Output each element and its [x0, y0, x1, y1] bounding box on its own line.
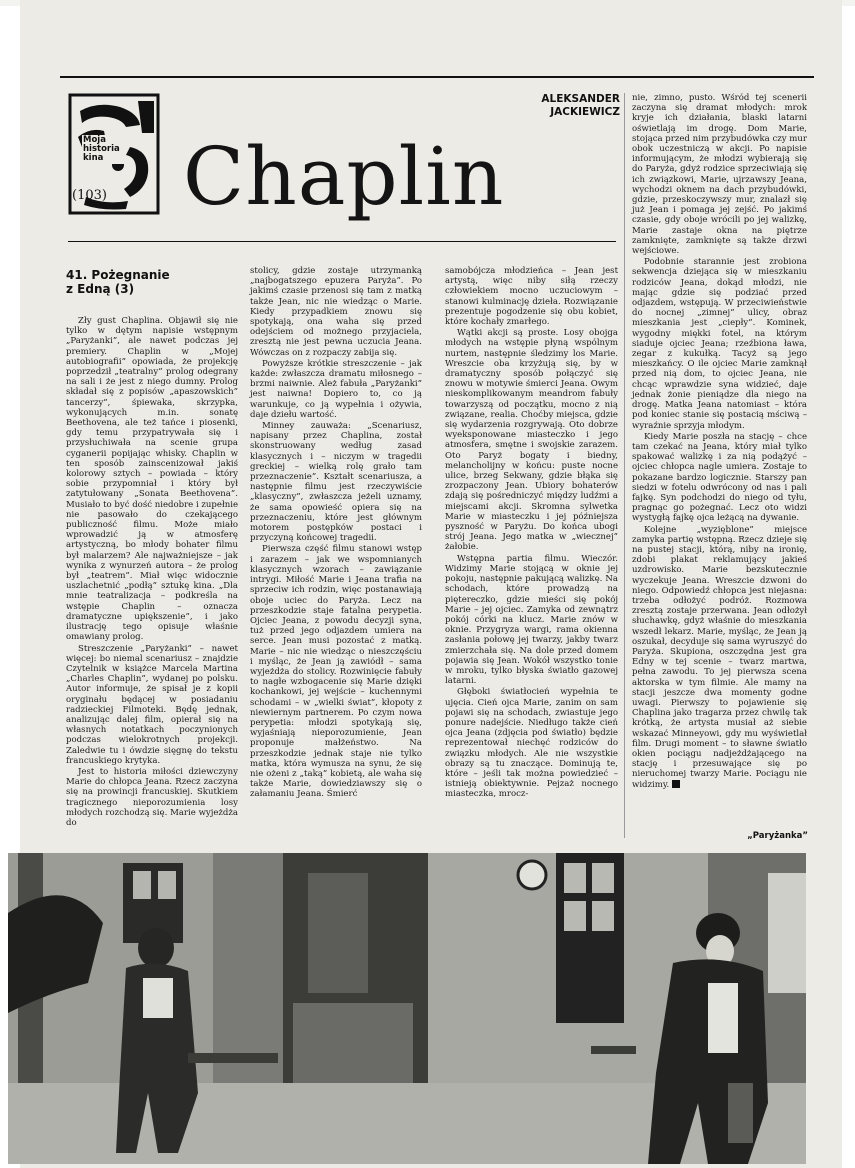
paragraph: Streszczenie „Paryżanki” – nawet więcej: bo niemal scenariusz – znajdzie Czytelnik w książce Marcela Martina „Charles Chaplin”, wydanej po polsku. Autor informuje, że spisał je z kopii oryginału będącej w posiadaniu radzieckiej Filmoteki. Będę jednak, analizując dalej film, opierał się na własnych notatkach poczynionych podczas wielokrotnych projekcji. Zaledwie tu i ówdzie sięgnę do tekstu francuskiego krytyka.: [66, 643, 238, 766]
logo-word-3: kina: [83, 153, 104, 163]
paragraph: Pierwsza część filmu stanowi wstęp i zarazem – jak we wspomnianych klasycznych wzorach – zawiązanie intrygi. Miłość Marie i Jeana trafia na sprzeciw ich rodzin, więc postanawiają oboje uciec do Paryża. Lecz na przeszkodzie staje fatalna perypetia. Ojciec Jeana, z powodu decyzji syna, tuż przed jego odjazdem umiera na serce. Jean musi pozostać z matką. Marie – nic nie wiedząc o nieszczęściu i myśląc, że Jean ją zawiódł – sama wyjeżdża do stolicy. Rozwinięcie fabuły to nagłe wzbogacenie się Marie dzięki kochankowi, jej wejście – kuchennymi schodami – w „wielki świat”, kłopoty z niewiernym partnerem. Po czym nowa perypetia: młodzi spotykają się, wyjaśniają nieporozumienie, Jean proponuje małżeństwo. Na przeszkodzie jednak staje nie tylko matka, która wymusza na synu, że się nie ożeni z „taką” kobietą, ale waha się także Marie, dowiedziawszy się o załamaniu Jeana. Śmierć: [250, 544, 422, 800]
paragraph: stolicy, gdzie zostaje utrzymanką „najbogatszego epuzera Paryża”. Po jakimś czasie przenosi się tam z matką także Jean, nic nie wiedząc o Marie. Kiedy przypadkiem znowu się spotykają, ona waha się przed odejściem od możnego przyjaciela, zresztą nie jest pewna uczucia Jeana. Wówczas on z rozpaczy zabija się.: [250, 266, 422, 358]
paragraph: Podobnie starannie jest zrobiona sekwencja dziejąca się w mieszkaniu rodziców Jeana, dokąd młodzi, nie mając gdzie się podziać przed odjazdem, wstępują. W przeciwieństwie do nocnej „zimnej” ulicy, obraz mieszkania jest „ciepły”. Kominek, wygodny miękki fotel, na którym siaduje ojciec Jeana; rzeźbiona ława, zegar z kukułką. Tacyż są jego mieszkańcy. O ile ojciec Marie zamknął przed nią dom, to ojciec Jeana, nie chcąc wprawdzie syna widzieć, daje jednak żonie pieniądze dla niego na drogę. Matka Jeana natomiast – która pod koniec stanie się postacią mściwą – wyraźnie sprzyja młodym.: [632, 257, 807, 431]
page-title: Chaplin: [183, 130, 505, 223]
text-column-1: [66, 316, 238, 829]
article-heading: [66, 268, 238, 296]
film-still-illustration: [8, 853, 806, 1164]
author-last-name: JACKIEWICZ: [550, 106, 620, 118]
issue-number: (103): [72, 188, 107, 203]
column-separator-title: [624, 93, 625, 838]
author-name: [520, 93, 620, 119]
text-column-4: [632, 93, 807, 791]
logo-caption: [82, 135, 126, 164]
logo-word-1: Moja: [83, 135, 106, 145]
paragraph: samobójcza młodzieńca – Jean jest artystą, więc niby siłą rzeczy człowiekiem mocno uczuciowym – stanowi kulminację dzieła. Rozwiązanie prezentuje pogodzenie się obu kobiet, które kochały zmarłego.: [445, 266, 618, 328]
article-heading-line-1: 41. Pożegnanie: [66, 268, 170, 282]
paragraph: Głęboki światłocień wypełnia te ujęcia. Cień ojca Marie, zanim on sam pojawi się na schodach, zwiastuje jego ponure nadejście. Niedługo także cień ojca Jeana (zdjęcia pod światło) będzie reprezentował niechęć rodziców do związku młodych. Ale nie wszystkie obrazy są tu znaczące. Dominują te, które – jeśli tak można powiedzieć – istnieją obiektywnie. Pejzaż nocnego miasteczka, mrocz-: [445, 687, 618, 800]
film-still-photo: [8, 853, 806, 1164]
paragraph: Jest to historia miłości dziewczyny Marie do chłopca Jeana. Rzecz zaczyna się na prowincji francuskiej. Skutkiem tragicznego nieporozumienia losy młodych rozchodzą się. Marie wyjeżdża do: [66, 766, 238, 828]
paragraph: Minney zauważa: „Scenariusz, napisany przez Chaplina, został skonstruowany według zasad klasycznych i – niczym w tragedii greckiej – wielką rolę grało tam przeznaczenie”. Kształt scenariusza, a następnie filmu jest rzeczywiście „klasyczny”, zwłaszcza jeżeli uznamy, że sama opowieść opiera się na przeznaczeniu, które jest głównym motorem postępków postaci i przyczyną końcowej tragedii.: [250, 421, 422, 544]
title-underline: [68, 241, 616, 242]
paragraph: nie, zimno, pusto. Wśród tej scenerii zaczyna się dramat młodych: mrok kryje ich działania, blaski latarni oświetlają im drogę. Dom Marie, stojąca przed nim przybudówka czy mur obok uczestniczą w akcji. Po napisie informującym, że młodzi wybierają się do Paryża, gdyż rodzice sprzeciwiają się ich związkowi, Marie, ujrzawszy Jeana, wychodzi oknem na dach przybudówki, gdzie, przeskoczywszy mur, znalazł się już Jean i pomaga jej zejść. Po jakimś czasie, gdy oboje wrócili po jej walizkę, Marie zastaje okna na piętrze zamknięte, zamknięte są także drzwi wejściowe.: [632, 93, 807, 257]
article-heading-line-2: z Edną (3): [66, 282, 135, 296]
paragraph: Kiedy Marie poszła na stację – chce tam czekać na Jeana, który miał tylko spakować walizkę i za nią podążyć – ojciec chłopca nagle umiera. Zostaje to pokazane bardzo logicznie. Starszy pan siedzi w fotelu odwrócony od nas i pali fajkę. Syn podchodzi do niego od tyłu, pragnąc go pożegnać. Lecz oto widzi wystygłą fajkę ojca leżącą na dywanie.: [632, 431, 807, 524]
top-rule: [60, 76, 814, 78]
photo-caption: „Paryżanka”: [747, 831, 808, 841]
paragraph-text: Kolejne „wyzięblone” miejsce zamyka partię wstępną. Rzecz dzieje się na pustej stacji, którą, niby na ironię, zdobi plakat reklamujący jakieś uzdrowisko. Marie bezskutecznie wyczekuje Jeana. Wreszcie dzwoni do niego. Odpowiedź chłopca jest niejasna: trzeba odłożyć podróż. Rozmowa zresztą zostaje przerwana. Jean odłożył słuchawkę, gdyż właśnie do mieszkania wszedł lekarz. Marie, myśląc, że Jean ją oszukał, decyduje się sama wyruszyć do Paryża. Skupiona, oszczędna jest gra Edny w tej scenie – twarz martwa, pełna zawodu. To jej pierwsza scena aktorska w tym filmie. Ale mamy na stacji jeszcze dwa momenty godne uwagi. Pierwszy to pojawienie się Chaplina jako tragarza przez chwilę tak krótką, że artysta musiał aż siebie wskazać Minneyowi, gdy mu wyświetlał film. Drugi moment – to sławne światło okien pociągu nadjeżdżającego na stację i przesuwające się po nieruchomej twarzy Marie. Pociągu nie widzimy.: [632, 524, 807, 790]
paragraph: Powyższe krótkie streszczenie – jak każde: zwłaszcza dramatu miłosnego – brzmi naiwnie. Ależ fabuła „Paryżanki” jest naiwna! Dopiero to, co ją warunkuje, co ją wypełnia i ożywia, daje dziełu wartość.: [250, 358, 422, 420]
paragraph: Wstępna partia filmu. Wieczór. Widzimy Marie stojącą w oknie jej pokoju, następnie pakującą walizkę. Na schodach, które prowadzą na piętereczko, gdzie mieści się pokój Marie – jej ojciec. Zamyka od zewnątrz pokój córki na klucz. Marie znów w oknie. Przygryza wargi, rama okienna zasłania połowę jej twarzy, jakby twarz zmierzchała się. Na dole przed domem pojawia się Jean. Wokół wszystko tonie w mroku, tylko błyska światło gazowej latarni.: [445, 553, 618, 687]
paragraph: Zły gust Chaplina. Objawił się nie tylko w dętym napisie wstępnym „Paryżanki”, ale nawet podczas jej premiery. Chaplin w „Mojej autobiografii” opowiada, że projekcję poprzedził „teatralny” prolog odegrany na sali i że jest z niego dumny. Prolog składał się z popisów „apaszowskich” tancerzy”, śpiewaka, skrzypka, wykonujących m.in. sonatę Beethovena, ale też tańce i piosenki, gdy temu przypatrywała się i przysłuchiwała na scenie grupa cyganerii popijając whisky. Chaplin w ten sposób zainscenizował jakiś kolorowy sztych – powiada – który sobie przypomniał i który był zatytułowany „Sonata Beethovena”. Musiało to być dość niedobre i zupełnie nie pasowało do czekającego publiczność filmu. Może miało wprowadzić ją w atmosferę artystyczną, bo młody bohater filmu był malarzem? Ale najważniejsze – jak wynika z wynurzeń autora – że prolog był „teatrem”. Miał więc widocznie uszlachetnić „podłą” sztukę kina. „Dla mnie teatralizacja – podkreśla na wstępie Chaplin – oznacza dramatyczne upiększenie”, i jako ilustrację tego opisuje właśnie omawiany prolog.: [66, 316, 239, 643]
end-of-article-mark: [672, 780, 680, 788]
paragraph: Wątki akcji są proste. Losy obojga młodych na wstępie płyną wspólnym nurtem, następnie śledzimy los Marie. Wreszcie oba krzyżują się, by w dramatyczny sposób połączyć się znowu w motywie śmierci Jeana. Owym nieskomplikowanym meandrom fabuły towarzyszą od początku, mocno z nią związane, realia. Choćby miejsca, gdzie się wydarzenia rozgrywają. Oto dobrze wyeksponowane miasteczko i jego atmosfera, smętne i swojskie zarazem. Oto Paryż bogaty i biedny, melancholijny w końcu: puste nocne ulice, brzeg Sekwany, gdzie błąka się zrozpaczony Jean. Ubiory bohaterów zdają się pośredniczyć między ludźmi a miejscami akcji. Skromna sylwetka Marie w miasteczku i jej późniejsza pyszność w Paryżu. Do końca ubogi strój Jeana. Jego matka w „wiecznej” żałobie.: [445, 328, 618, 553]
author-first-name: ALEKSANDER: [541, 93, 620, 105]
text-column-3: [445, 266, 618, 801]
paragraph: [632, 525, 807, 790]
logo-word-2: historia: [83, 144, 120, 154]
text-column-2: [250, 266, 422, 801]
